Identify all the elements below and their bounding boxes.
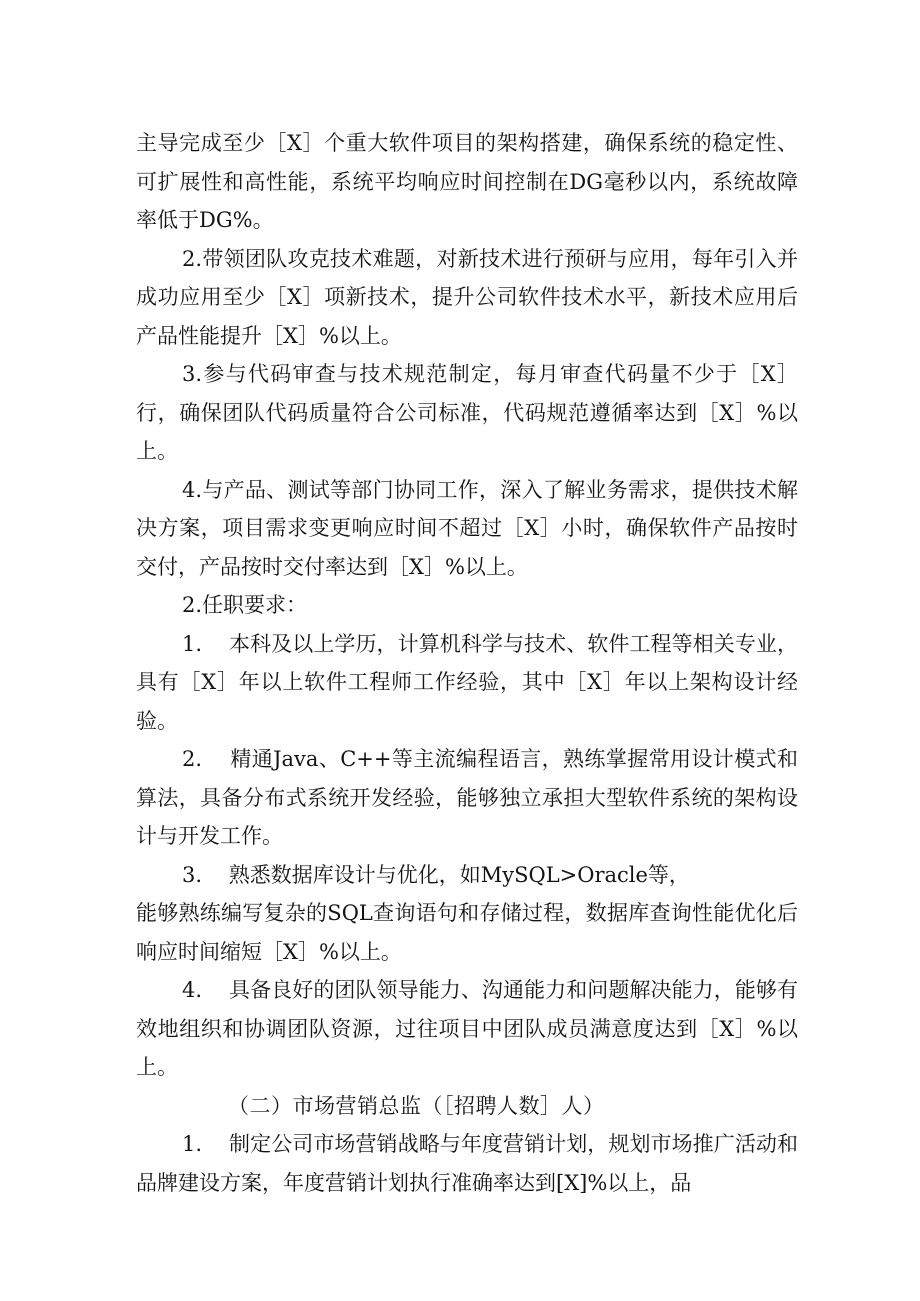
list-item-leadership: 4. 具备良好的团队领导能力、沟通能力和问题解决能力，能够有效地组织和协调团队资源，过往项目中团队成员满意度达到［X］%以上。 [136, 978, 798, 1079]
paragraph-new-tech: 2.带领团队攻克技术难题，对新技术进行预研与应用，每年引入并成功应用至少［X］项新技术，提升公司软件技术水平，新技术应用后产品性能提升［X］%以上。 [136, 246, 798, 348]
list-item-database: 3. 熟悉数据库设计与优化，如MySQL>Oracle等， [182, 862, 690, 887]
document-body [136, 124, 798, 1202]
list-item-programming: 2. 精通Java、C++等主流编程语言，熟练掌握常用设计模式和算法，具备分布式系统开发经验，能够独立承担大型软件系统的架构设计与开发工作。 [136, 747, 798, 848]
section-heading-marketing-director: （二）市场营销总监（［招聘人数］人） [228, 1093, 605, 1118]
paragraph-code-review: 3.参与代码审查与技术规范制定，每月审查代码量不少于［X］行，确保团队代码质量符合公司标准，代码规范遵循率达到［X］%以上。 [136, 362, 798, 463]
paragraph-architecture-goal: 主导完成至少［X］个重大软件项目的架构搭建，确保系统的稳定性、可扩展性和高性能，系统平均响应时间控制在DG毫秒以内，系统故障率低于DG%。 [136, 131, 798, 232]
paragraph-database-continued: 能够熟练编写复杂的SQL查询语句和存储过程，数据库查询性能优化后响应时间缩短［X］%以上。 [136, 901, 798, 964]
paragraph-collaboration: 4.与产品、测试等部门协同工作，深入了解业务需求，提供技术解决方案，项目需求变更响应时间不超过［X］小时，确保软件产品按时交付，产品按时交付率达到［X］%以上。 [136, 477, 798, 579]
list-item-education: 1. 本科及以上学历，计算机科学与技术、软件工程等相关专业，具有［X］年以上软件工程师工作经验，其中［X］年以上架构设计经验。 [136, 631, 798, 733]
paragraph-requirements-heading: 2.任职要求： [182, 593, 308, 617]
list-item-marketing-strategy: 1. 制定公司市场营销战略与年度营销计划，规划市场推广活动和品牌建设方案，年度营销计划执行准确率达到[X]%以上，品 [136, 1132, 798, 1195]
